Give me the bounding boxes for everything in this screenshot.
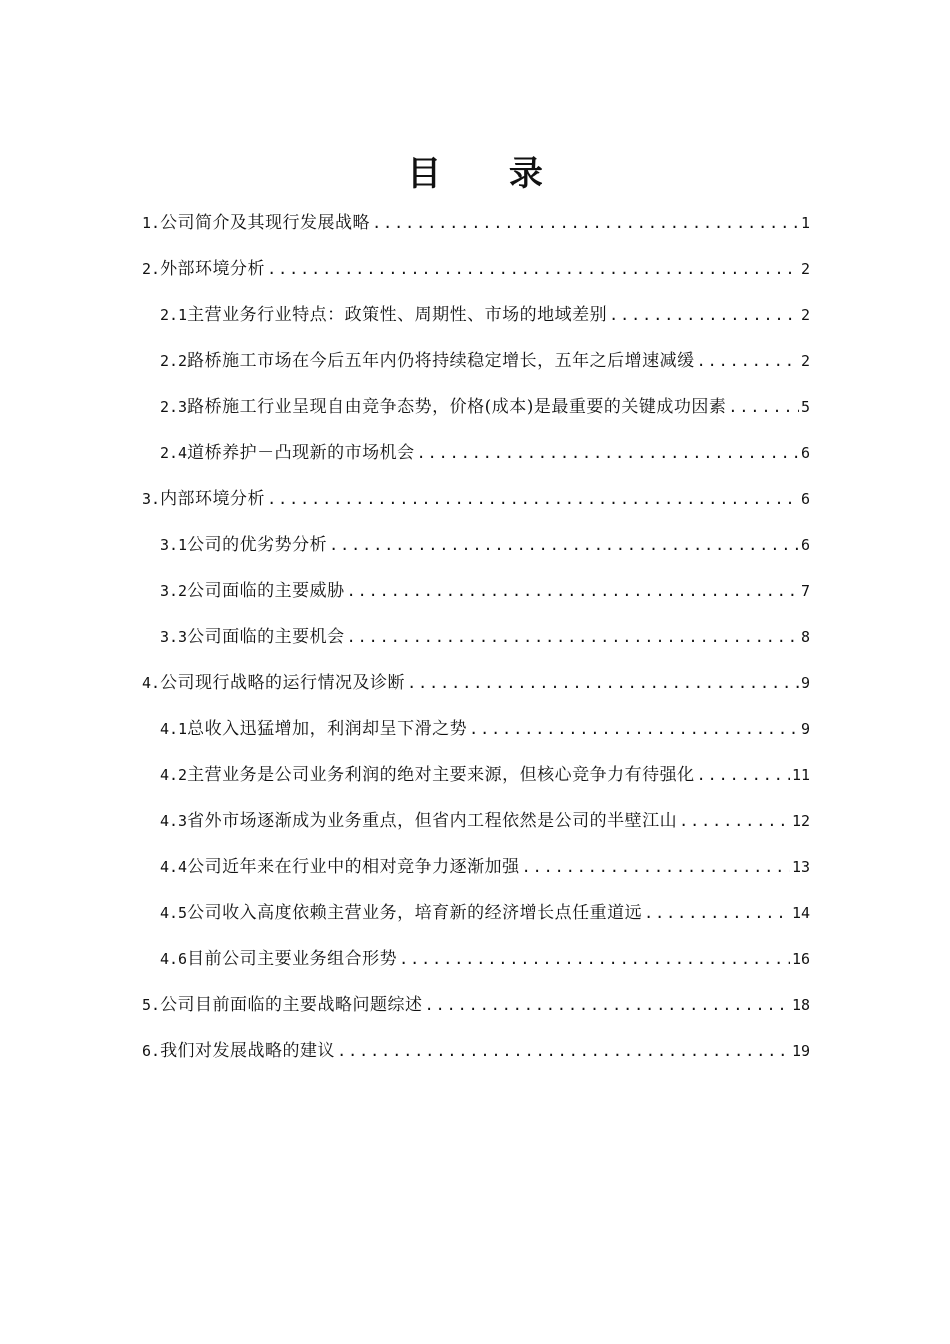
toc-dot-leader [679,798,790,844]
toc-entry[interactable] [142,476,810,522]
toc-entry-title: 我们对发展战略的建议 [160,1041,336,1061]
toc-entry-number: 3.1 [160,536,188,554]
toc-entry-title: 公司收入高度依赖主营业务，培育新的经济增长点任重道远 [187,903,643,923]
toc-entry-title: 公司面临的主要机会 [187,627,345,647]
toc-entry-number: 4. [142,674,161,692]
toc-entry-number: 6. [142,1042,161,1060]
toc-entry-title: 公司的优劣势分析 [187,535,328,555]
toc-entry[interactable] [142,706,810,752]
toc-dot-leader [337,1028,790,1074]
toc-entry-number: 2. [142,260,161,278]
toc-entry[interactable] [142,660,810,706]
toc-entry[interactable] [142,384,810,430]
toc-entry[interactable] [142,890,810,936]
toc-entry-title: 公司目前面临的主要战略问题综述 [160,995,423,1015]
toc-entry-title: 路桥施工市场在今后五年内仍将持续稳定增长，五年之后增速减缓 [187,351,695,371]
toc-entry-title: 主营业务是公司业务利润的绝对主要来源，但核心竞争力有待强化 [187,765,695,785]
toc-entry[interactable] [142,246,810,292]
toc-entry-title: 公司现行战略的运行情况及诊断 [160,673,406,693]
toc-entry-number: 3. [142,490,161,508]
toc-entry-number: 2.3 [160,398,188,416]
toc-entry-title: 路桥施工行业呈现自由竞争态势，价格(成本)是最重要的关键成功因素 [187,397,727,417]
toc-dot-leader [425,982,790,1028]
toc-entry[interactable] [142,982,810,1028]
toc-entry[interactable] [142,614,810,660]
toc-entry-page-number: 14 [791,904,810,922]
toc-dot-leader [522,844,790,890]
toc-dot-leader [267,476,799,522]
toc-entry-number: 4.5 [160,904,188,922]
toc-entry-number: 2.4 [160,444,188,462]
toc-dot-leader [399,936,790,982]
toc-entry-page-number: 11 [791,766,810,784]
toc-entry[interactable] [142,798,810,844]
toc-entry[interactable] [142,338,810,384]
toc-entry-number: 3.2 [160,582,188,600]
toc-entry-title: 道桥养护－凸现新的市场机会 [187,443,415,463]
toc-entry-number: 2.2 [160,352,188,370]
toc-entry-title: 总收入迅猛增加，利润却呈下滑之势 [187,719,468,739]
toc-entry-number: 2.1 [160,306,188,324]
toc-dot-leader [697,752,790,798]
toc-dot-leader [329,522,799,568]
toc-entry[interactable] [142,1028,810,1074]
toc-entry-title: 公司面临的主要威胁 [187,581,345,601]
toc-entry[interactable] [142,568,810,614]
toc-entry-page-number: 1 [800,214,810,232]
toc-dot-leader [728,384,799,430]
page-title: 目 录 [407,153,571,194]
toc-entry-page-number: 7 [800,582,810,600]
toc-entry-page-number: 9 [800,720,810,738]
toc-dot-leader [347,568,799,614]
toc-entry-page-number: 9 [800,674,810,692]
toc-entry-title: 内部环境分析 [160,489,266,509]
toc-entry-number: 5. [142,996,161,1014]
toc-entry-page-number: 18 [791,996,810,1014]
toc-dot-leader [644,890,790,936]
toc-dot-leader [697,338,799,384]
toc-entry-page-number: 2 [800,306,810,324]
toc-entry-number: 4.1 [160,720,188,738]
toc-entry-number: 4.2 [160,766,188,784]
toc-dot-leader [267,246,799,292]
toc-entry-title: 目前公司主要业务组合形势 [187,949,398,969]
toc-entry[interactable] [142,522,810,568]
toc-entry[interactable] [142,752,810,798]
toc-dot-leader [347,614,799,660]
toc-entry-title: 省外市场逐渐成为业务重点，但省内工程依然是公司的半壁江山 [187,811,678,831]
toc-entry-page-number: 19 [791,1042,810,1060]
toc-entry-page-number: 5 [800,398,810,416]
toc-entry[interactable] [142,292,810,338]
toc-entry-title: 外部环境分析 [160,259,266,279]
toc-dot-leader [469,706,799,752]
toc-entry-number: 4.4 [160,858,188,876]
toc-entry[interactable] [142,430,810,476]
toc-entry-title: 主营业务行业特点：政策性、周期性、市场的地域差别 [187,305,608,325]
toc-entry-page-number: 6 [800,536,810,554]
toc-entry-number: 1. [142,214,161,232]
toc-entry-number: 3.3 [160,628,188,646]
toc-entry-page-number: 2 [800,352,810,370]
toc-dot-leader [372,200,799,246]
toc-entry-page-number: 6 [800,490,810,508]
toc-entry-page-number: 13 [791,858,810,876]
toc-entry[interactable] [142,936,810,982]
toc-entry-page-number: 8 [800,628,810,646]
toc-entry-number: 4.6 [160,950,188,968]
toc-entry[interactable] [142,844,810,890]
toc-dot-leader [417,430,799,476]
toc-entry-page-number: 6 [800,444,810,462]
toc-list [142,200,810,1074]
toc-dot-leader [609,292,799,338]
toc-entry-number: 4.3 [160,812,188,830]
toc-entry-page-number: 16 [791,950,810,968]
toc-entry-title: 公司近年来在行业中的相对竞争力逐渐加强 [187,857,520,877]
toc-entry[interactable] [142,200,810,246]
toc-dot-leader [407,660,799,706]
toc-entry-page-number: 12 [791,812,810,830]
toc-entry-page-number: 2 [800,260,810,278]
toc-entry-title: 公司简介及其现行发展战略 [160,213,371,233]
